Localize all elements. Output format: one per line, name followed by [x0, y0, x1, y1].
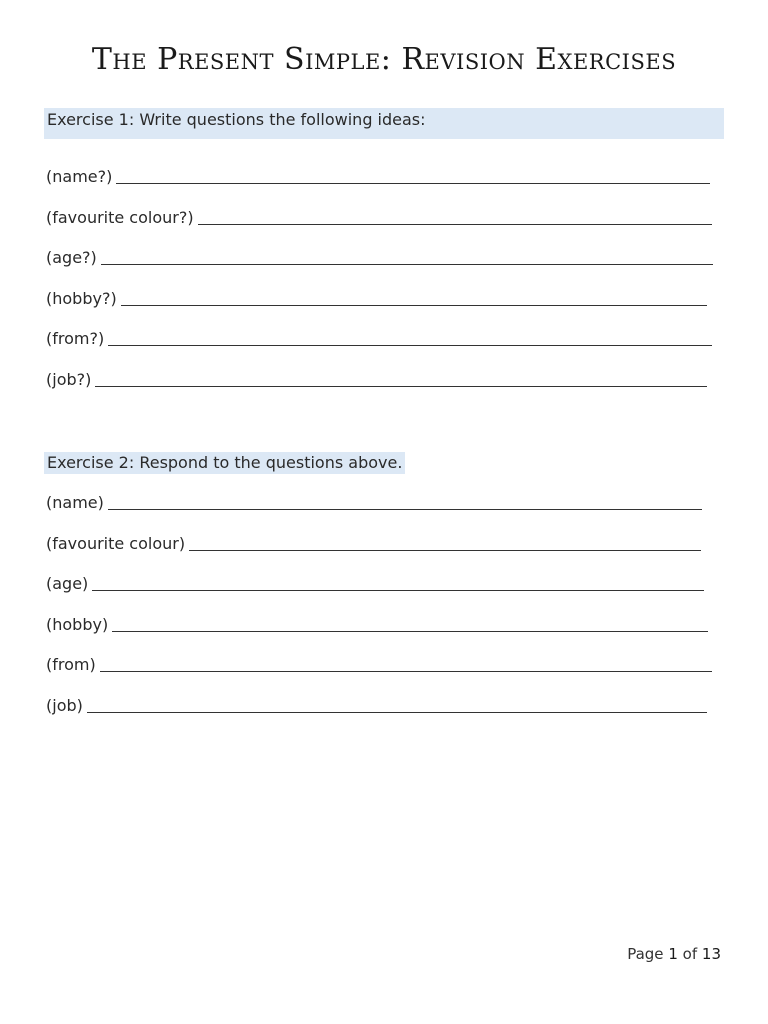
- exercise-2-item-label: (from): [46, 655, 96, 675]
- exercise-1-item: [46, 207, 713, 248]
- answer-line[interactable]: [87, 711, 707, 713]
- exercise-1-item-label: (name?): [46, 167, 113, 186]
- exercise-1-item: [46, 369, 713, 410]
- exercise-2-item-label: (name): [46, 493, 104, 512]
- answer-line[interactable]: [189, 549, 701, 551]
- answer-line[interactable]: [100, 670, 712, 672]
- exercise-2-item-label: (hobby): [46, 614, 109, 634]
- exercise-1-item: [46, 288, 713, 329]
- answer-line[interactable]: [116, 182, 710, 184]
- exercise-2-item-label: (job): [46, 695, 83, 715]
- exercise-2-item-label: (favourite colour): [46, 533, 186, 553]
- exercise-1-item-label: (age?): [46, 248, 97, 268]
- total-pages: 13: [701, 945, 721, 963]
- current-page: 1: [668, 945, 678, 963]
- answer-line[interactable]: [112, 630, 708, 632]
- exercise-1-item-label: (from?): [46, 329, 105, 349]
- exercise-1-item-label: (job?): [46, 369, 92, 389]
- page-prefix: Page: [627, 945, 664, 963]
- page-title: The Present Simple: Revision Exercises: [91, 42, 677, 77]
- answer-line[interactable]: [198, 223, 712, 225]
- exercise-2-item: [46, 533, 712, 574]
- answer-line[interactable]: [92, 589, 704, 591]
- answer-line[interactable]: [101, 263, 713, 265]
- exercise-1-list: [46, 166, 713, 410]
- page-number: [627, 944, 721, 964]
- exercise-2-item: [46, 492, 712, 533]
- answer-line[interactable]: [108, 344, 712, 346]
- exercise-2-list: [46, 492, 712, 736]
- exercise-1-item-label: (favourite colour?): [46, 207, 194, 227]
- exercise-2-item: [46, 614, 712, 655]
- exercise-1-item-label: (hobby?): [46, 288, 117, 308]
- answer-line[interactable]: [121, 304, 707, 306]
- exercise-2-item-label: (age): [46, 574, 89, 594]
- answer-line[interactable]: [108, 508, 702, 510]
- exercise-2-item: [46, 573, 712, 614]
- exercise-1-item: [46, 328, 713, 369]
- exercise-1-heading: Exercise 1: Write questions the following ideas:: [44, 108, 724, 139]
- answer-line[interactable]: [95, 385, 707, 387]
- exercise-2-item: [46, 695, 712, 736]
- page-separator: of: [682, 945, 698, 963]
- exercise-2-heading: Exercise 2: Respond to the questions above.: [44, 452, 405, 474]
- exercise-1-item: [46, 166, 713, 207]
- exercise-2-item: [46, 654, 712, 695]
- exercise-1-item: [46, 247, 713, 288]
